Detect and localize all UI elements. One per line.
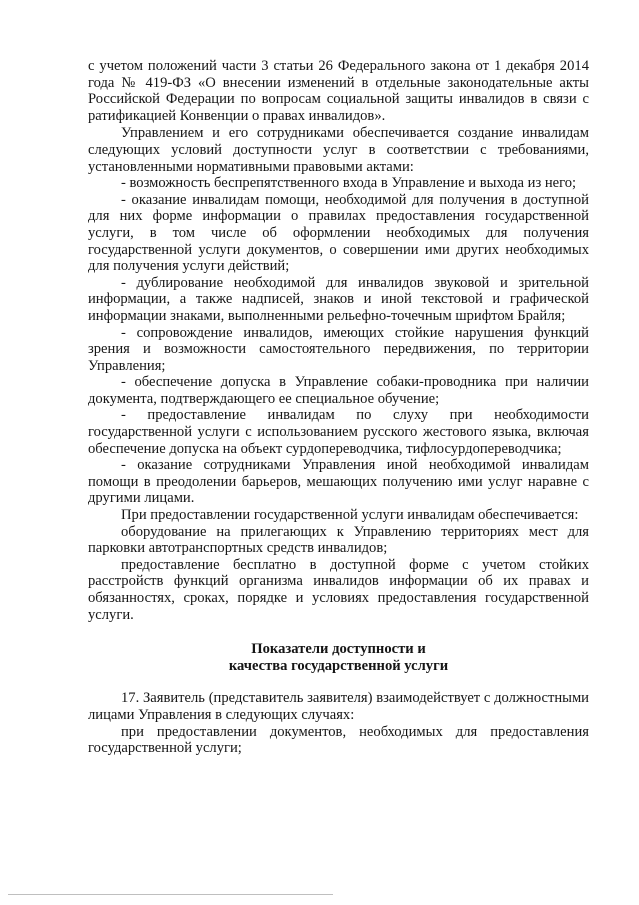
list-item-sign-language: - предоставление инвалидам по слуху при необходимости государственной услуги с использованием русского жестового языка, включая обеспечение допуска на объект сурдопереводчика, тифлосурдопереводчика; [88, 407, 589, 457]
scan-bottom-line [8, 894, 333, 895]
paragraph-17: 17. Заявитель (представитель заявителя) взаимодействует с должностными лицами Управления в следующих случаях: [88, 690, 589, 723]
list-item-other-help: - оказание сотрудниками Управления иной необходимой инвалидам помощи в преодолении барьеров, мешающих получению ими услуг наравне с другими лицами. [88, 457, 589, 507]
paragraph-parking: оборудование на прилегающих к Управлению территориях мест для парковки автотранспортных средств инвалидов; [88, 523, 589, 557]
paragraph-free-information: предоставление бесплатно в доступной форме с учетом стойких расстройств функций организма инвалидов информации об их правах и обязанностях, сроках, порядке и условиях предоставления государственной услуги. [88, 556, 589, 623]
section-heading-line-1: Показатели доступности и [251, 641, 426, 658]
list-item-guide-dog: - обеспечение допуска в Управление собаки-проводника при наличии документа, подтверждающего ее специальное обучение; [88, 374, 589, 407]
document-body [88, 58, 589, 757]
section-heading-line-2: качества государственной услуги [228, 657, 449, 674]
list-item-entry-exit: - возможность беспрепятственного входа в Управление и выхода из него; [121, 175, 577, 192]
paragraph-conditions-intro: Управлением и его сотрудниками обеспечивается создание инвалидам следующих условий доступности услуг в соответствии с требованиями, установленными нормативными правовыми актами: [88, 125, 589, 175]
paragraph-document-submission: при предоставлении документов, необходимых для предоставления государственной услуги; [88, 723, 589, 757]
list-item-braille-duplication: - дублирование необходимой для инвалидов звуковой и зрительной информации, а также надписей, знаков и иной текстовой и графической информации знаками, выполненными рельефно-точечным шрифтом Брайля; [88, 274, 589, 324]
paragraph-law-reference: с учетом положений части 3 статьи 26 Федерального закона от 1 декабря 2014 года № 419-ФЗ «О внесении изменений в отдельные законодательные акты Российской Федерации по вопросам социальной защиты инвалидов в связи с ратификацией Конвенции о правах инвалидов». [88, 58, 589, 124]
section-heading [88, 641, 589, 674]
list-item-escort: - сопровождение инвалидов, имеющих стойкие нарушения функций зрения и возможности самостоятельного передвижения, по территории Управления; [88, 324, 589, 374]
list-item-information-help: - оказание инвалидам помощи, необходимой для получения в доступной для них форме информации о правилах предоставления государственной услуги, в том числе об оформлении необходимых для получения государственной услуги документов, о совершении ими других необходимых для получения услуги действий; [88, 191, 589, 275]
paragraph-provision-intro: При предоставлении государственной услуги инвалидам обеспечивается: [121, 507, 579, 524]
